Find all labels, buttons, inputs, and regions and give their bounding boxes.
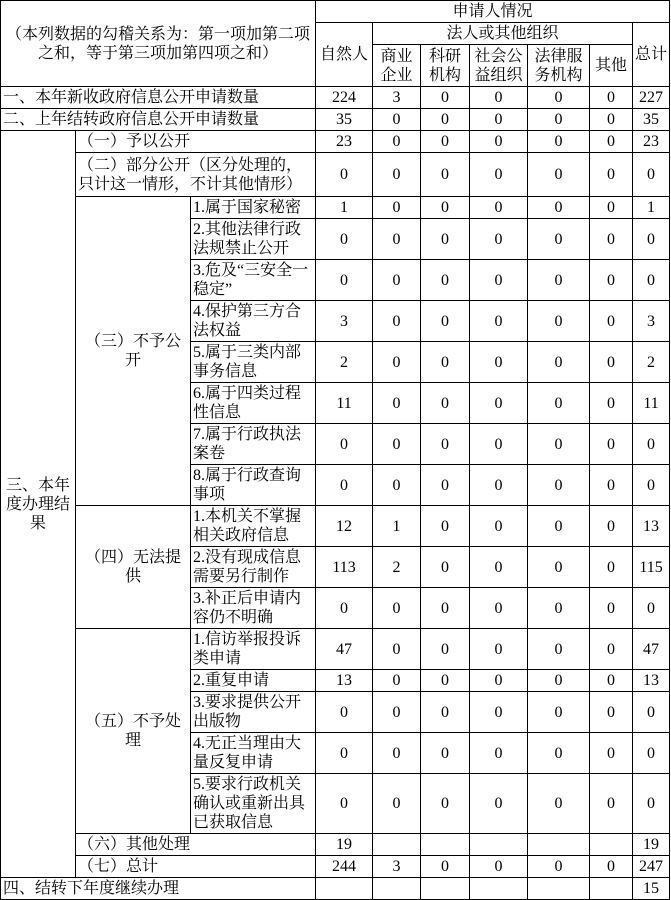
table-row	[1, 153, 670, 197]
cell-value: 0	[528, 670, 590, 692]
cell-value: 23	[316, 131, 373, 153]
cell-value: 12	[316, 506, 373, 547]
cell-value: 0	[590, 465, 633, 506]
cell-value: 0	[528, 465, 590, 506]
cell-value: 0	[590, 424, 633, 465]
cell-value: 0	[528, 856, 590, 878]
cell-value: 0	[528, 547, 590, 588]
cell-value: 0	[421, 197, 470, 219]
cell-value: 0	[421, 153, 470, 197]
cell-value: 0	[528, 506, 590, 547]
row-label: （一）予以公开	[76, 131, 316, 153]
cell-value: 0	[421, 109, 470, 131]
cell-value: 0	[470, 153, 528, 197]
cell-value: 0	[421, 692, 470, 733]
cell-value	[470, 878, 528, 900]
cell-value: 0	[528, 301, 590, 342]
row-label: 5.属于三类内部事务信息	[191, 342, 316, 383]
cell-value: 0	[633, 153, 670, 197]
cell-value: 0	[373, 774, 421, 834]
table-row	[1, 834, 670, 856]
cell-value: 0	[421, 383, 470, 424]
cell-value: 0	[373, 424, 421, 465]
cell-value: 0	[373, 465, 421, 506]
row-label: 四、结转下年度继续办理	[1, 878, 316, 900]
cell-value	[528, 878, 590, 900]
cell-value: 0	[470, 197, 528, 219]
cell-value: 0	[421, 87, 470, 109]
cell-value: 11	[633, 383, 670, 424]
cell-value: 0	[373, 301, 421, 342]
cell-value: 35	[633, 109, 670, 131]
cell-value: 13	[633, 506, 670, 547]
cell-value: 0	[373, 219, 421, 260]
cell-value: 0	[633, 692, 670, 733]
cell-value: 0	[590, 87, 633, 109]
cell-value: 0	[421, 629, 470, 670]
cell-value: 0	[590, 197, 633, 219]
cell-value: 0	[590, 670, 633, 692]
cell-value	[373, 834, 421, 856]
cell-value: 0	[316, 692, 373, 733]
cell-value: 0	[470, 424, 528, 465]
cell-value: 11	[316, 383, 373, 424]
cell-value: 0	[373, 588, 421, 629]
cell-value: 0	[421, 301, 470, 342]
cell-value: 0	[470, 131, 528, 153]
table-row	[1, 506, 670, 547]
cell-value: 0	[373, 692, 421, 733]
cell-value: 227	[633, 87, 670, 109]
cell-value: 2	[316, 342, 373, 383]
cell-value: 0	[316, 153, 373, 197]
cell-value: 0	[470, 774, 528, 834]
cell-value: 0	[421, 465, 470, 506]
row-label: 2.没有现成信息需要另行制作	[191, 547, 316, 588]
table-row	[1, 109, 670, 131]
cell-value: 0	[528, 629, 590, 670]
cell-value: 0	[421, 424, 470, 465]
table-row	[1, 197, 670, 219]
cell-value: 0	[528, 131, 590, 153]
cell-value: 0	[590, 629, 633, 670]
cell-value: 1	[633, 197, 670, 219]
row-label: 1.属于国家秘密	[191, 197, 316, 219]
cell-value: 0	[316, 424, 373, 465]
cell-value	[528, 834, 590, 856]
cell-value: 1	[373, 506, 421, 547]
row-label: 2.其他法律行政法规禁止公开	[191, 219, 316, 260]
cell-value: 0	[470, 465, 528, 506]
cell-value: 0	[528, 87, 590, 109]
cell-value: 0	[528, 733, 590, 774]
cell-value: 0	[590, 506, 633, 547]
row-label: 3.危及“三安全一稳定”	[191, 260, 316, 301]
cell-value: 0	[470, 219, 528, 260]
row-label: 7.属于行政执法案卷	[191, 424, 316, 465]
cell-value: 19	[316, 834, 373, 856]
cell-value: 244	[316, 856, 373, 878]
table-row	[1, 131, 670, 153]
row-label: （二）部分公开（区分处理的，只计这一情形，不计其他情形）	[76, 153, 316, 197]
cell-value	[421, 834, 470, 856]
cell-value: 0	[590, 383, 633, 424]
cell-value: 0	[421, 733, 470, 774]
header-row-1	[1, 1, 670, 23]
cell-value: 23	[633, 131, 670, 153]
col-header-legal-service: 法律服务机构	[528, 45, 590, 87]
cell-value: 0	[528, 588, 590, 629]
cell-value: 0	[590, 588, 633, 629]
cell-value: 3	[373, 856, 421, 878]
cell-value: 0	[373, 342, 421, 383]
row-label: （七）总计	[76, 856, 316, 878]
row-label: 3.要求提供公开出版物	[191, 692, 316, 733]
cell-value: 15	[633, 878, 670, 900]
cell-value: 0	[528, 692, 590, 733]
table-row	[1, 87, 670, 109]
row-label: 4.无正当理由大量反复申请	[191, 733, 316, 774]
cell-value: 0	[373, 629, 421, 670]
cell-value: 0	[528, 109, 590, 131]
note-cell: （本列数据的勾稽关系为：第一项加第二项之和，等于第三项加第四项之和）	[1, 1, 316, 87]
cell-value: 13	[316, 670, 373, 692]
cell-value: 0	[590, 260, 633, 301]
cell-value: 0	[470, 692, 528, 733]
cell-value: 0	[421, 856, 470, 878]
cell-value: 0	[373, 260, 421, 301]
cell-value: 0	[590, 856, 633, 878]
row-label: 1.信访举报投诉类申请	[191, 629, 316, 670]
col-header-research: 科研机构	[421, 45, 470, 87]
cell-value: 0	[421, 670, 470, 692]
row-label: 二、上年结转政府信息公开申请数量	[1, 109, 316, 131]
cell-value: 0	[421, 547, 470, 588]
cell-value: 0	[470, 547, 528, 588]
cell-value: 0	[528, 219, 590, 260]
cell-value: 0	[421, 342, 470, 383]
cell-value: 0	[316, 774, 373, 834]
cell-value: 1	[316, 197, 373, 219]
cell-value: 0	[373, 383, 421, 424]
row-label: 3.补正后申请内容仍不明确	[191, 588, 316, 629]
col-header-public-welfare: 社会公益组织	[470, 45, 528, 87]
cell-value	[590, 878, 633, 900]
cell-value	[590, 834, 633, 856]
cell-value: 224	[316, 87, 373, 109]
cell-value: 0	[633, 774, 670, 834]
cell-value	[421, 878, 470, 900]
cell-value: 0	[470, 87, 528, 109]
cell-value: 0	[470, 383, 528, 424]
applicant-situation-header: 申请人情况	[316, 1, 670, 23]
cell-value: 0	[528, 153, 590, 197]
cell-value: 3	[633, 301, 670, 342]
cell-value: 0	[590, 109, 633, 131]
cell-value: 0	[421, 260, 470, 301]
row-label: 4.保护第三方合法权益	[191, 301, 316, 342]
cell-value: 0	[421, 506, 470, 547]
cell-value: 0	[373, 109, 421, 131]
cell-value: 0	[590, 547, 633, 588]
cell-value: 247	[633, 856, 670, 878]
cell-value: 0	[470, 301, 528, 342]
cell-value: 0	[316, 465, 373, 506]
cell-value: 0	[633, 465, 670, 506]
cell-value: 0	[590, 774, 633, 834]
cell-value: 0	[590, 733, 633, 774]
cell-value: 0	[633, 260, 670, 301]
col-header-total: 总计	[633, 23, 670, 87]
col-header-other: 其他	[590, 45, 633, 87]
cell-value: 47	[316, 629, 373, 670]
cell-value: 0	[373, 197, 421, 219]
cell-value: 0	[316, 260, 373, 301]
cell-value: 0	[421, 774, 470, 834]
cell-value: 0	[590, 692, 633, 733]
cell-value: 0	[316, 219, 373, 260]
row-label: （六）其他处理	[76, 834, 316, 856]
cell-value	[316, 878, 373, 900]
group-label-not-disclosed: （三）不予公开	[76, 197, 191, 506]
cell-value: 3	[373, 87, 421, 109]
col-header-legal-group: 法人或其他组织	[373, 23, 633, 45]
table-row	[1, 878, 670, 900]
cell-value: 47	[633, 629, 670, 670]
cell-value: 0	[470, 670, 528, 692]
cell-value: 13	[633, 670, 670, 692]
group-label-unable-to-provide: （四）无法提供	[76, 506, 191, 629]
cell-value: 0	[633, 588, 670, 629]
cell-value: 0	[373, 670, 421, 692]
cell-value	[373, 878, 421, 900]
table-row	[1, 629, 670, 670]
cell-value: 0	[373, 153, 421, 197]
cell-value: 0	[590, 219, 633, 260]
cell-value: 0	[590, 131, 633, 153]
cell-value: 0	[528, 383, 590, 424]
cell-value: 0	[528, 260, 590, 301]
col-header-natural-person: 自然人	[316, 23, 373, 87]
cell-value: 0	[470, 588, 528, 629]
cell-value: 0	[470, 856, 528, 878]
cell-value: 2	[373, 547, 421, 588]
cell-value: 0	[633, 733, 670, 774]
cell-value: 0	[316, 733, 373, 774]
cell-value: 0	[590, 153, 633, 197]
cell-value: 19	[633, 834, 670, 856]
cell-value: 0	[470, 109, 528, 131]
cell-value: 3	[316, 301, 373, 342]
cell-value	[470, 834, 528, 856]
section-label-annual-results: 三、本年度办理结果	[1, 131, 76, 878]
group-label-not-processed: （五）不予处理	[76, 629, 191, 834]
row-label: 一、本年新收政府信息公开申请数量	[1, 87, 316, 109]
cell-value: 113	[316, 547, 373, 588]
row-label: 5.要求行政机关确认或重新出具已获取信息	[191, 774, 316, 834]
cell-value: 0	[590, 301, 633, 342]
cell-value: 0	[421, 131, 470, 153]
table-row	[1, 856, 670, 878]
cell-value: 0	[528, 197, 590, 219]
row-label: 6.属于四类过程性信息	[191, 383, 316, 424]
col-header-commercial: 商业企业	[373, 45, 421, 87]
cell-value: 0	[373, 733, 421, 774]
cell-value: 0	[528, 774, 590, 834]
cell-value: 0	[470, 733, 528, 774]
cell-value: 0	[633, 219, 670, 260]
cell-value: 0	[470, 342, 528, 383]
cell-value: 2	[633, 342, 670, 383]
row-label: 1.本机关不掌握相关政府信息	[191, 506, 316, 547]
cell-value: 115	[633, 547, 670, 588]
cell-value: 0	[373, 131, 421, 153]
cell-value: 0	[633, 424, 670, 465]
cell-value: 0	[470, 506, 528, 547]
cell-value: 0	[421, 219, 470, 260]
cell-value: 0	[470, 260, 528, 301]
cell-value: 0	[470, 629, 528, 670]
cell-value: 0	[528, 342, 590, 383]
cell-value: 35	[316, 109, 373, 131]
cell-value: 0	[316, 588, 373, 629]
cell-value: 0	[421, 588, 470, 629]
row-label: 2.重复申请	[191, 670, 316, 692]
row-label: 8.属于行政查询事项	[191, 465, 316, 506]
cell-value: 0	[590, 342, 633, 383]
cell-value: 0	[528, 424, 590, 465]
